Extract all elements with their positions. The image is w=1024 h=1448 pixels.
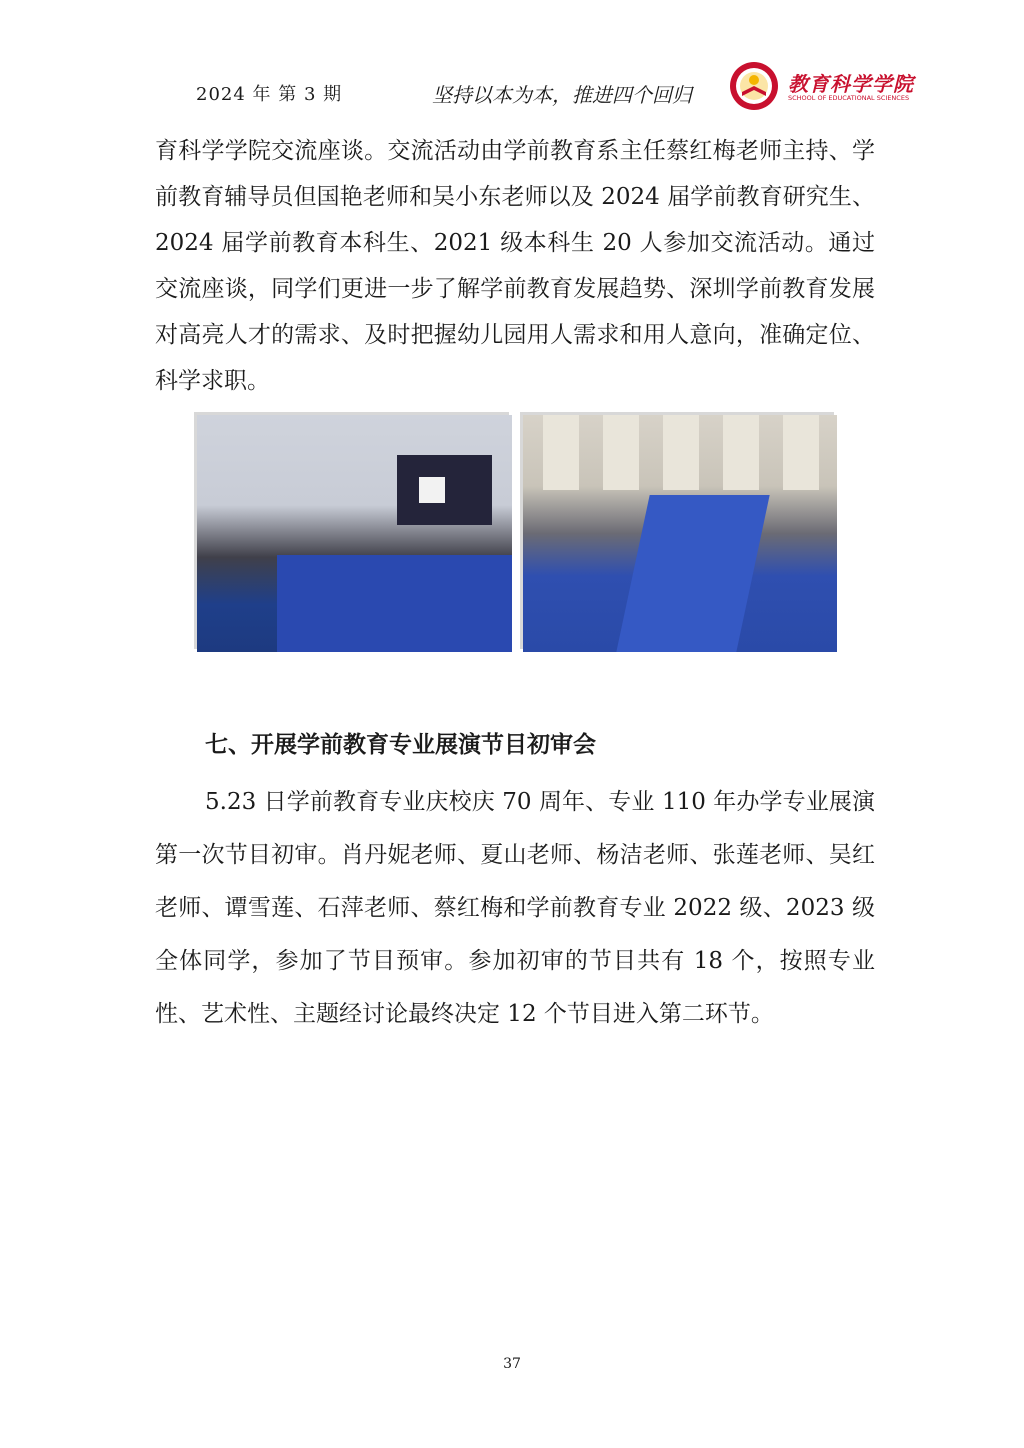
conference-table [616, 495, 769, 652]
school-logo [728, 60, 914, 116]
window [663, 415, 699, 490]
projection-screen [397, 455, 492, 525]
photo-discussion [523, 415, 837, 652]
window [723, 415, 759, 490]
logo-subtitle: SCHOOL OF EDUCATIONAL SCIENCES [788, 94, 910, 102]
photo-row [185, 405, 840, 655]
qr-code-icon [419, 477, 445, 503]
page-number: 37 [503, 1356, 521, 1372]
window [603, 415, 639, 490]
logo-text: 教育科学学院 [788, 72, 914, 96]
photo-meeting-room [197, 415, 512, 652]
header-motto: 坚持以本为本，推进四个回归 [432, 83, 692, 107]
section-title: 七、开展学前教育专业展演节目初审会 [205, 731, 596, 758]
page-header [0, 60, 1024, 120]
issue-label: 2024 年 第 3 期 [196, 84, 343, 105]
paragraph-exchange-meeting: 育科学学院交流座谈。交流活动由学前教育系主任蔡红梅老师主持、学前教育辅导员但国艳老师和吴小东老师以及 2024 届学前教育研究生、2024 届学前教育本科生、2021 级本科生 20 人参加交流活动。通过交流座谈，同学们更进一步了解学前教育发展趋势、深圳学前教育发展对高亮人才的需求、及时把握幼儿园用人需求和用人意向，准确定位、科学求职。 [155, 138, 875, 394]
window [543, 415, 579, 490]
paragraph-performance-review: 5.23 日学前教育专业庆校庆 70 周年、专业 110 年办学专业展演第一次节目初审。肖丹妮老师、夏山老师、杨洁老师、张莲老师、吴红老师、谭雪莲、石萍老师、蔡红梅和学前教育专业 2022 级、2023 级全体同学，参加了节目预审。参加初审的节目共有 18 个，按照专业性、艺术性、主题经讨论最终决定 12 个节目进入第二环节。 [155, 789, 875, 1027]
conference-table [277, 555, 512, 652]
window [783, 415, 819, 490]
school-emblem-icon [728, 60, 780, 112]
